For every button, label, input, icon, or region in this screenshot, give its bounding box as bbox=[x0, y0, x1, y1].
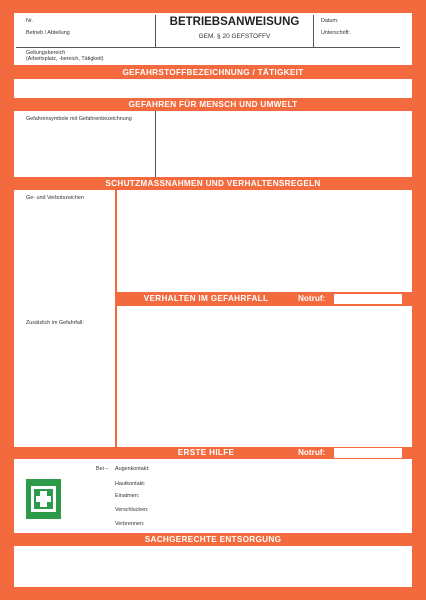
first-aid-item-verbrennen: Verbrennen: bbox=[115, 521, 145, 527]
gefahrstoff-field[interactable] bbox=[14, 79, 412, 98]
section-gefahrstoff-heading: GEFAHRSTOFFBEZEICHNUNG / TÄTIGKEIT bbox=[122, 68, 304, 77]
gefahren-divider bbox=[155, 111, 156, 177]
header-divider-right bbox=[313, 15, 314, 47]
nr-label: Nr. bbox=[26, 18, 33, 24]
first-aid-item-augenkontakt: Augenkontakt: bbox=[115, 466, 150, 472]
gebote-label: Ge- und Verbotszeichen bbox=[26, 195, 84, 201]
gefahren-panel bbox=[14, 111, 412, 177]
header-divider-bottom bbox=[16, 47, 400, 48]
page-subtitle: GEM. § 20 GEFSTOFFV bbox=[198, 33, 271, 40]
gefahrensymbole-label: Gefahrensymbole mit Gefahrenbezeichnung bbox=[26, 116, 132, 122]
section-verhalten-heading: VERHALTEN IM GEFAHRFALL bbox=[143, 294, 269, 303]
section-erste-hilfe-heading: ERSTE HILFE bbox=[177, 448, 235, 457]
geltungsbereich-sublabel: (Arbeitsplatz, -bereich, Tätigkeit) bbox=[26, 56, 104, 62]
unterschrift-label: Unterschrift: bbox=[321, 30, 351, 36]
page-title: BETRIEBSANWEISUNG bbox=[169, 16, 300, 28]
zusaetzlich-label: Zusätzlich im Gefahrfall: bbox=[26, 320, 84, 326]
section-schutz-heading: SCHUTZMASSNAHMEN UND VERHALTENSREGELN bbox=[105, 179, 321, 188]
first-aid-item-verschlucken: Verschlucken: bbox=[115, 507, 149, 513]
first-aid-item-hautkontakt: Hautkontakt: bbox=[115, 481, 146, 487]
entsorgung-field[interactable] bbox=[14, 546, 412, 587]
erste-hilfe-notruf-label: Notruf: bbox=[298, 448, 326, 457]
verhalten-notruf-label: Notruf: bbox=[298, 294, 326, 303]
bei-label: Bei – bbox=[96, 466, 109, 472]
first-aid-item-einatmen: Einatmen: bbox=[115, 493, 140, 499]
erste-hilfe-panel bbox=[14, 459, 412, 533]
schutz-text-panel[interactable] bbox=[117, 190, 412, 292]
section-entsorgung-heading: SACHGERECHTE ENTSORGUNG bbox=[144, 535, 282, 544]
geltungsbereich-label: Geltungsbereich bbox=[26, 50, 66, 56]
header-panel bbox=[14, 13, 412, 65]
schutz-left-panel bbox=[14, 190, 115, 447]
section-gefahren-heading: GEFAHREN FÜR MENSCH UND UMWELT bbox=[128, 100, 298, 109]
datum-label: Datum: bbox=[321, 18, 339, 24]
erste-hilfe-notruf-field[interactable] bbox=[334, 448, 402, 458]
betrieb-label: Betrieb / Abteilung bbox=[26, 30, 70, 36]
verhalten-notruf-field[interactable] bbox=[334, 294, 402, 304]
verhalten-text-panel[interactable] bbox=[117, 306, 412, 447]
first-aid-cross-icon bbox=[26, 479, 61, 519]
